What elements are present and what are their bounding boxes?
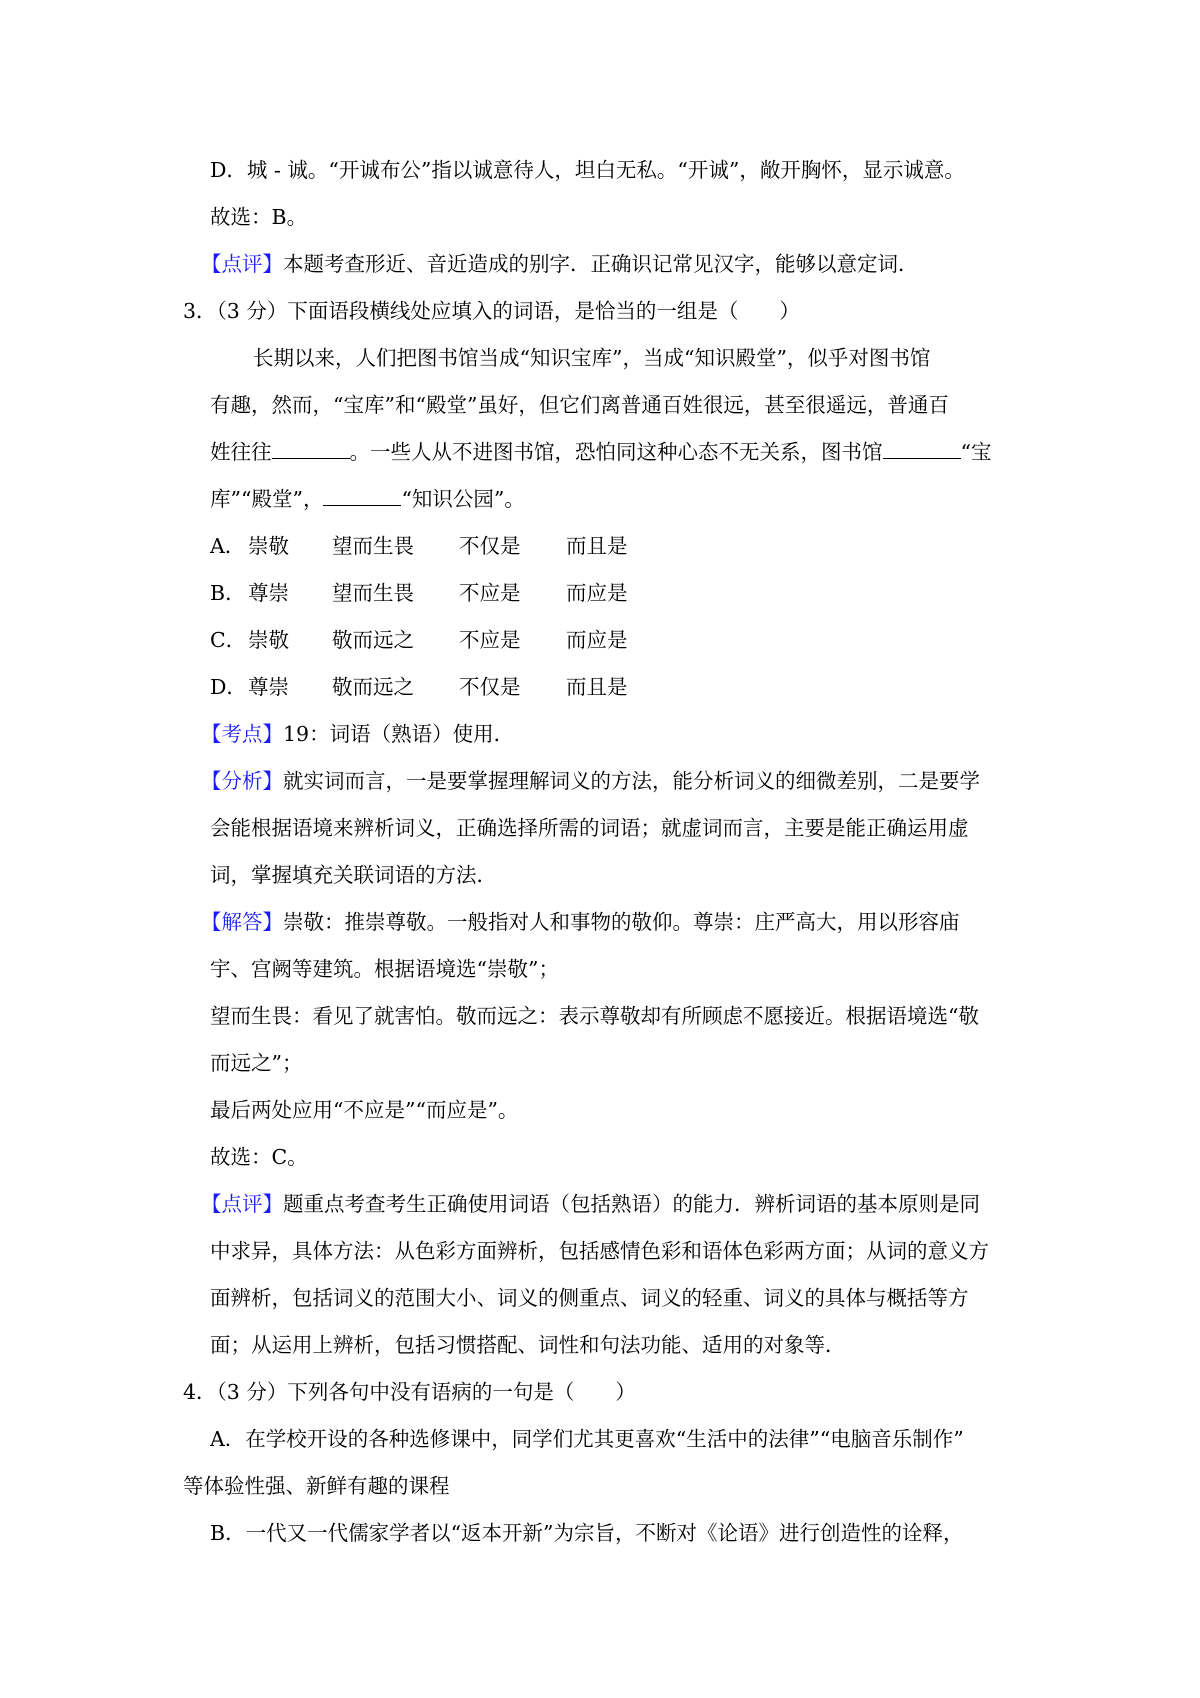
question-4-stem: 4．（3 分）下列各句中没有语病的一句是（ ） (183, 1380, 636, 1404)
fenxi-line-3: 词，掌握填充关联词语的方法． (210, 863, 497, 887)
comment-tag: 【点评】 (201, 252, 283, 276)
option-word: 望而生畏 (332, 534, 414, 558)
jieda-line-3: 望而生畏：看见了就害怕。敬而远之：表示尊敬却有所顾虑不愿接近。根据语境选“敬 (210, 1004, 979, 1028)
fenxi-tag: 【分析】 (201, 769, 283, 793)
passage-text: “知识公园”。 (401, 487, 525, 511)
jieda-tag: 【解答】 (201, 910, 283, 934)
fenxi-line-2: 会能根据语境来辨析词义，正确选择所需的词语；就虚词而言，主要是能正确运用虚 (210, 816, 969, 840)
option-word: 望而生畏 (332, 581, 414, 605)
option-word: 不应是 (459, 581, 521, 605)
fill-blank-2 (883, 440, 961, 459)
option-word: 而应是 (566, 581, 628, 605)
fill-blank-3 (323, 487, 401, 506)
q4-option-a-line-1: A．在学校开设的各种选修课中，同学们尤其更喜欢“生活中的法律”“电脑音乐制作” (210, 1427, 964, 1451)
dianping-tag: 【点评】 (201, 1192, 283, 1216)
option-letter: B． (210, 581, 246, 605)
passage-line-4 (210, 485, 525, 513)
q4-option-b-line-1: B．一代又一代儒家学者以“返本开新”为宗旨，不断对《论语》进行创造性的诠释， (210, 1521, 964, 1545)
option-letter: C． (210, 628, 247, 652)
passage-line-3 (210, 438, 991, 466)
option-word: 而且是 (566, 675, 628, 699)
option-word: 尊崇 (248, 675, 289, 699)
jieda-line-2: 宇、宫阙等建筑。根据语境选“崇敬”； (210, 957, 559, 981)
jieda-line-5: 最后两处应用“不应是”“而应是”。 (210, 1098, 519, 1122)
option-d-explanation: D．城 - 诚。“开诚布公”指以诚意待人，坦白无私。“开诚”，敞开胸怀，显示诚意。 (210, 158, 965, 182)
fenxi-line-1 (201, 767, 980, 795)
passage-line-2: 有趣，然而，“宝库”和“殿堂”虽好，但它们离普通百姓很远，甚至很遥远，普通百 (210, 393, 949, 417)
option-word: 而应是 (566, 628, 628, 652)
passage-text: 。一些人从不进图书馆，恐怕同这种心态不无关系，图书馆 (349, 440, 883, 464)
q4-option-a-line-2: 等体验性强、新鲜有趣的课程 (183, 1474, 450, 1498)
answer-line-q2: 故选：B。 (210, 205, 308, 229)
kaodian-text: 19：词语（熟语）使用． (283, 722, 515, 746)
option-letter: A． (210, 534, 246, 558)
answer-line-q3: 故选：C。 (210, 1145, 308, 1169)
jieda-line-1 (201, 908, 960, 936)
option-word: 不应是 (459, 628, 521, 652)
dianping-line-4: 面；从运用上辨析，包括习惯搭配、词性和句法功能、适用的对象等． (210, 1333, 846, 1357)
jieda-line-4: 而远之”； (210, 1051, 303, 1075)
dianping-line-2: 中求异，具体方法：从色彩方面辨析，包括感情色彩和语体色彩两方面；从词的意义方 (210, 1239, 989, 1263)
option-word: 而且是 (566, 534, 628, 558)
kaodian-line (201, 720, 514, 748)
dianping-line-3: 面辨析，包括词义的范围大小、词义的侧重点、词义的轻重、词义的具体与概括等方 (210, 1286, 969, 1310)
passage-text: 库”“殿堂”， (210, 487, 324, 511)
kaodian-tag: 【考点】 (201, 722, 283, 746)
option-word: 崇敬 (248, 534, 289, 558)
passage-line-1: 长期以来，人们把图书馆当成“知识宝库”，当成“知识殿堂”，似乎对图书馆 (253, 346, 931, 370)
option-word: 敬而远之 (332, 675, 414, 699)
jieda-text: 崇敬：推崇尊敬。一般指对人和事物的敬仰。尊崇：庄严高大，用以形容庙 (283, 910, 960, 934)
dianping-text: 题重点考查考生正确使用词语（包括熟语）的能力．辨析词语的基本原则是同 (283, 1192, 980, 1216)
comment-line-q2 (201, 250, 919, 278)
fenxi-text: 就实词而言，一是要掌握理解词义的方法，能分析词义的细微差别，二是要学 (283, 769, 980, 793)
option-word: 尊崇 (248, 581, 289, 605)
passage-text: 姓往往 (210, 440, 272, 464)
fill-blank-1 (272, 440, 350, 459)
passage-text: “宝 (960, 440, 992, 464)
option-word: 不仅是 (459, 534, 521, 558)
comment-text: 本题考查形近、音近造成的别字．正确识记常见汉字，能够以意定词． (283, 252, 919, 276)
option-word: 敬而远之 (332, 628, 414, 652)
question-3-stem: 3．（3 分）下面语段横线处应填入的词语，是恰当的一组是（ ） (183, 299, 800, 323)
dianping-line-1 (201, 1190, 980, 1218)
option-word: 不仅是 (459, 675, 521, 699)
option-word: 崇敬 (248, 628, 289, 652)
option-letter: D． (210, 675, 247, 699)
